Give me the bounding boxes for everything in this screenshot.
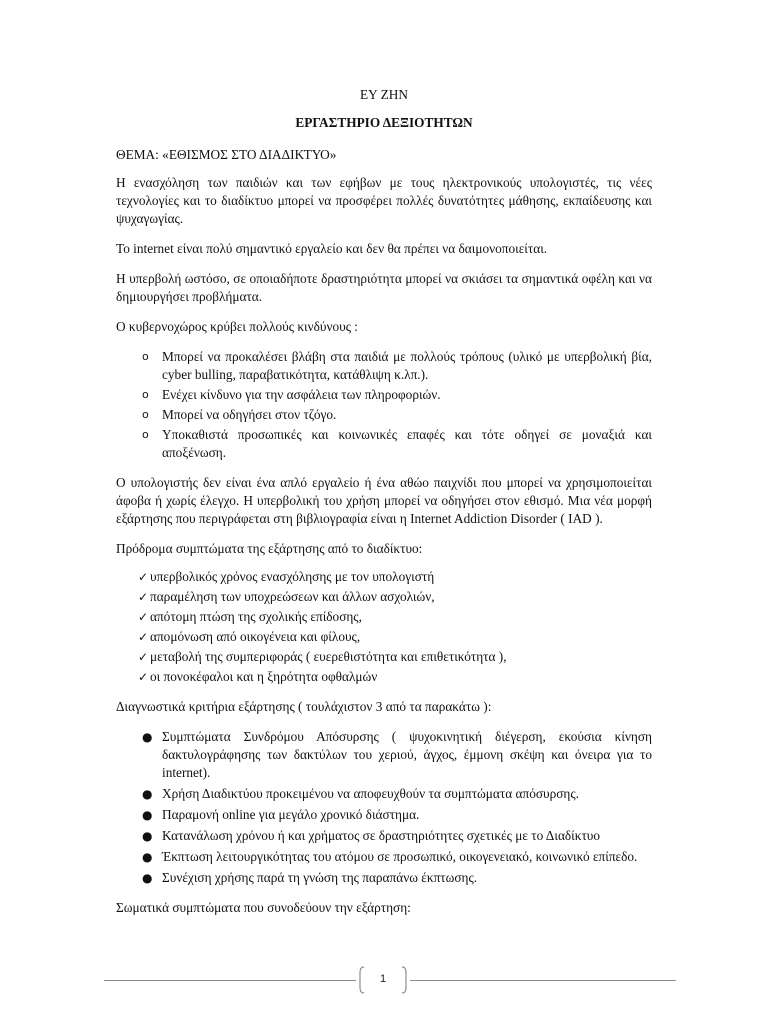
paragraph-5: Ο υπολογιστής δεν είναι ένα απλό εργαλείο ή ένα αθώο παιχνίδι που μπορεί να χρησιμοποιείται άφοβα ή χωρίς έλεγχο. Η υπερβολική του χρήση μπορεί να οδηγήσει στον εθισμό. Μια νέα μορφή εξάρτησης που περιγράφεται στη βιβλιογραφία είναι η Internet Addiction Disorder ( IAD ). [116,475,652,526]
paragraph-8: Σωματικά συμπτώματα που συνοδεύουν την εξάρτηση: [116,900,411,915]
list-item [116,628,652,646]
early-symptoms-list [116,568,652,686]
list-item-text: οι πονοκέφαλοι και η ξηρότητα οφθαλμών [150,669,378,684]
list-item-text: υπερβολικός χρόνος ενασχόλησης με τον υπολογιστή [150,569,435,584]
list-item-text: παραμέληση των υποχρεώσεων και άλλων ασχολιών, [150,589,435,604]
document-content [116,86,652,929]
list-item-text: Ενέχει κίνδυνο για την ασφάλεια των πληροφοριών. [162,387,441,402]
list-item-text: Κατανάλωση χρόνου ή και χρήματος σε δραστηριότητες σχετικές με το Διαδίκτυο [162,828,601,843]
dangers-list [116,348,652,462]
list-item [116,869,652,887]
paragraph-2: Το internet είναι πολύ σημαντικό εργαλείο και δεν θα πρέπει να δαιμονοποιείται. [116,241,548,256]
list-item-text: Μπορεί να προκαλέσει βλάβη στα παιδιά με πολλούς τρόπους (υλικό με υπερβολική βία, cyber bulling, παραβατικότητα, κατάθλιψη κ.λπ.). [162,349,652,382]
list-item [116,386,652,404]
list-item [116,848,652,866]
list-item-text: Μπορεί να οδηγήσει στον τζόγο. [162,407,337,422]
list-item-text: Συμπτώματα Συνδρόμου Απόσυρσης ( ψυχοκινητική διέγερση, εκούσια κίνηση δακτυλογράφησης των δακτύλων του χεριού, άγχος, έμμονη σκέψη και όνειρα για το internet). [162,729,652,780]
bullet-icon: ● [142,730,153,744]
paragraph-4: Ο κυβερνοχώρος κρύβει πολλούς κινδύνους : [116,319,359,334]
title-line-2: ΕΡΓΑΣΤΗΡΙΟ ΔΕΞΙΟΤΗΤΩΝ [295,115,473,130]
check-icon: ✓ [138,610,149,624]
o-bullet-icon: o [142,350,149,363]
paragraph-3: Η υπερβολή ωστόσο, σε οποιαδήποτε δραστηριότητα μπορεί να σκιάσει τα σημαντικά οφέλη και να δημιουργήσει προβλήματα. [116,271,652,304]
check-icon: ✓ [138,590,149,604]
list-item [116,426,652,462]
list-item-text: μεταβολή της συμπεριφοράς ( ευερεθιστότητα και επιθετικότητα ), [150,649,507,664]
list-item-text: Χρήση Διαδικτύου προκειμένου να αποφευχθούν τα συμπτώματα απόσυρσης. [162,786,579,801]
list-item-text: Παραμονή online για μεγάλο χρονικό διάστημα. [162,807,420,822]
o-bullet-icon: o [142,408,149,421]
paragraph-1: Η ενασχόληση των παιδιών και των εφήβων με τους ηλεκτρονικούς υπολογιστές, τις νέες τεχνολογίες και το διαδίκτυο μπορεί να προσφέρει πολλές δυνατότητες μάθησης, εκπαίδευσης και ψυχαγωγίας. [116,175,652,226]
list-item-text: Υποκαθιστά προσωπικές και κοινωνικές επαφές και τότε οδηγεί σε μοναξιά και αποξένωση. [162,427,652,460]
check-icon: ✓ [138,650,149,664]
page-number-box [356,966,410,994]
check-icon: ✓ [138,630,149,644]
page-footer [0,965,768,1005]
paragraph-6: Πρόδρομα συμπτώματα της εξάρτησης από το διαδίκτυο: [116,541,423,556]
list-item [116,406,652,424]
list-item-text: Έκπτωση λειτουργικότητας του ατόμου σε προσωπικό, οικογενειακό, κοινωνικό επίπεδο. [162,849,638,864]
o-bullet-icon: o [142,428,149,441]
list-item [116,827,652,845]
list-item-text: απότομη πτώση της σχολικής επίδοσης, [150,609,362,624]
check-icon: ✓ [138,670,149,684]
list-item [116,728,652,782]
list-item [116,785,652,803]
list-item [116,668,652,686]
list-item [116,568,652,586]
bullet-icon: ● [142,808,153,822]
title-line-1: ΕΥ ΖΗΝ [360,87,408,102]
bullet-icon: ● [142,850,153,864]
criteria-list [116,728,652,887]
list-item [116,348,652,384]
bullet-icon: ● [142,829,153,843]
list-item [116,588,652,606]
list-item [116,806,652,824]
page-number: 1 [379,973,387,985]
bullet-icon: ● [142,871,153,885]
paragraph-7: Διαγνωστικά κριτήρια εξάρτησης ( τουλάχιστον 3 από τα παρακάτω ): [116,699,492,714]
list-item [116,648,652,666]
o-bullet-icon: o [142,388,149,401]
theme-line: ΘΕΜΑ: «ΕΘΙΣΜΟΣ ΣΤΟ ΔΙΑΔΙΚΤΥΟ» [116,147,337,162]
list-item [116,608,652,626]
list-item-text: Συνέχιση χρήσης παρά τη γνώση της παραπάνω έκπτωσης. [162,870,478,885]
check-icon: ✓ [138,570,149,584]
bullet-icon: ● [142,787,153,801]
list-item-text: απομόνωση από οικογένεια και φίλους, [150,629,361,644]
